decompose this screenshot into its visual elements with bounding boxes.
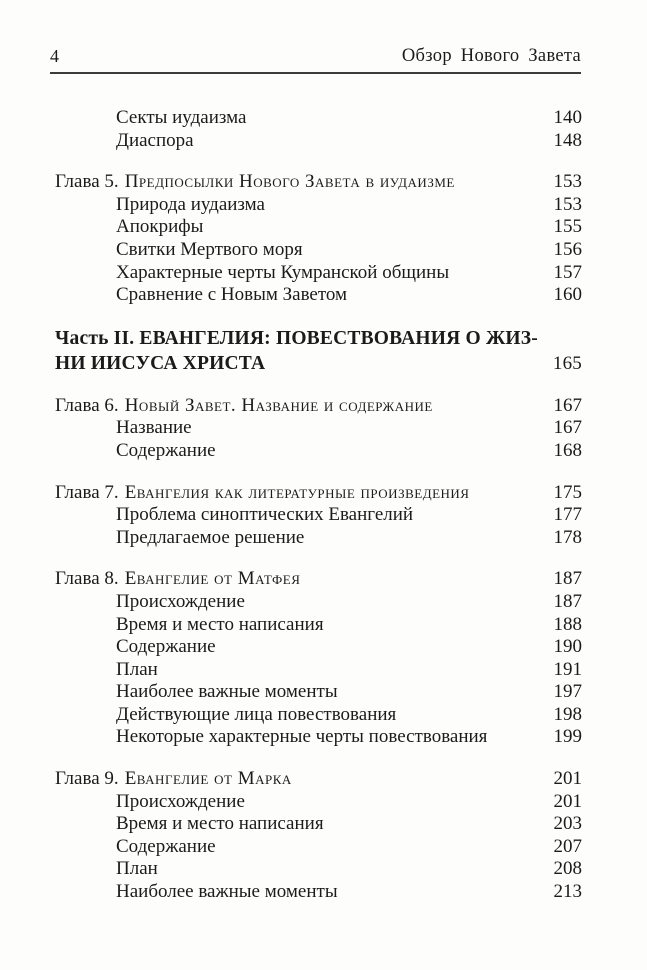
toc-entry-page: 197 (553, 681, 582, 703)
toc-entry-page: 188 (553, 613, 582, 635)
toc-entry-title: Время и место написания (116, 813, 324, 835)
toc-entry-sub (55, 836, 582, 859)
toc-entry-page: 167 (553, 417, 582, 439)
toc-list (55, 107, 582, 904)
toc-entry-page: 199 (553, 726, 582, 748)
toc-entry-page: 175 (553, 481, 582, 503)
toc-entry-sub (55, 194, 582, 217)
toc-entry-page: 201 (553, 790, 582, 812)
folio-page-number: 4 (50, 46, 59, 66)
toc-entry-title: Время и место написания (116, 613, 324, 635)
toc-entry-title (55, 568, 300, 591)
toc-entry-title: Содержание (116, 835, 216, 857)
toc-entry-sub (55, 591, 582, 614)
toc-entry-sub (55, 659, 582, 682)
toc-entry-page: 198 (553, 703, 582, 725)
toc-entry-title: Апокрифы (116, 216, 204, 238)
toc-entry-sub (55, 704, 582, 727)
toc-entry-title: Свитки Мертвого моря (116, 238, 303, 260)
toc-entry-title: Действующие лица повествования (116, 703, 397, 725)
toc-entry-sub (55, 681, 582, 704)
toc-entry-page: 201 (553, 768, 582, 790)
chapter-title: Новый Завет. Название и содержание (124, 394, 433, 416)
toc-entry-title (55, 395, 433, 418)
toc-entry-title: План (116, 858, 158, 880)
toc-entry-sub (55, 130, 582, 153)
toc-entry-title: План (116, 658, 158, 680)
toc-entry-sub (55, 858, 582, 881)
chapter-prefix: Глава 6. (55, 394, 119, 416)
toc-entry-page: 207 (553, 835, 582, 857)
toc-entry-sub (55, 417, 582, 440)
toc-entry-chapter (55, 395, 582, 418)
toc-entry-page: 140 (553, 107, 582, 128)
toc-entry-page: 177 (553, 504, 582, 526)
chapter-prefix: Глава 7. (55, 481, 119, 503)
toc-entry-page: 168 (553, 439, 582, 461)
toc-entry-title: Название (116, 417, 192, 439)
toc-entry-sub (55, 440, 582, 463)
toc-entry-sub (55, 636, 582, 659)
toc-entry-sub (55, 216, 582, 239)
toc-entry-sub (55, 284, 582, 307)
toc-entry-title: Секты иудаизма (116, 107, 247, 128)
toc-entry-page: 187 (553, 590, 582, 612)
toc-entry-title: Содержание (116, 636, 216, 658)
toc-entry-title (55, 768, 292, 791)
toc-entry-sub (55, 813, 582, 836)
toc-entry-title: Диаспора (116, 129, 194, 151)
toc-entry-title: Предлагаемое решение (116, 526, 305, 548)
toc-entry-chapter (55, 482, 582, 505)
toc-entry-page: 213 (553, 881, 582, 903)
toc-entry-page: 157 (553, 261, 582, 283)
toc-entry-sub (55, 239, 582, 262)
toc-entry-sub (55, 726, 582, 749)
toc-entry-chapter (55, 171, 582, 194)
toc-entry-title (55, 171, 455, 194)
toc-entry-page: 208 (553, 858, 582, 880)
toc-entry-page: 153 (553, 193, 582, 215)
part-title-row (55, 351, 582, 376)
toc-entry-page: 165 (552, 352, 582, 374)
toc-entry-sub (55, 881, 582, 904)
toc-entry-title: Происхождение (116, 790, 245, 812)
toc-entry-title: Некоторые характерные черты повествования (116, 726, 488, 748)
toc-entry-title: Происхождение (116, 590, 245, 612)
toc-entry-title: Наиболее важные моменты (116, 881, 338, 903)
toc-entry-sub (55, 791, 582, 814)
toc-entry-sub (55, 262, 582, 285)
toc-entry-title: Природа иудаизма (116, 193, 265, 215)
toc-entry-title: Содержание (116, 439, 216, 461)
running-title: Обзор Нового Завета (401, 46, 581, 66)
chapter-title: Предпосылки Нового Завета в иудаизме (124, 171, 455, 193)
page-header (50, 46, 581, 74)
toc-entry-page: 160 (553, 284, 582, 306)
toc-entry-title: Наиболее важные моменты (116, 681, 338, 703)
toc-entry-page: 178 (553, 526, 582, 548)
toc-entry-sub (55, 527, 582, 550)
toc-entry-title: Характерные черты Кумранской общины (116, 261, 450, 283)
toc-entry-title (55, 482, 469, 505)
toc-entry-page: 148 (553, 129, 582, 151)
part-title-line1: Часть II. ЕВАНГЕЛИЯ: ПОВЕСТВОВАНИЯ О ЖИЗ- (55, 327, 538, 349)
toc-entry-page: 191 (553, 658, 582, 680)
toc-entry-page: 156 (553, 238, 582, 260)
toc-entry-page: 155 (553, 216, 582, 238)
chapter-prefix: Глава 9. (55, 768, 119, 790)
toc-entry-page: 203 (553, 813, 582, 835)
toc-entry-title: Сравнение с Новым Заветом (116, 284, 348, 306)
chapter-title: Евангелие от Марка (124, 768, 292, 790)
toc-entry-page: 167 (553, 394, 582, 416)
chapter-title: Евангелия как литературные произведения (124, 481, 470, 503)
toc-entry-page: 190 (553, 636, 582, 658)
toc-entry-chapter (55, 768, 582, 791)
chapter-title: Евангелие от Матфея (124, 568, 301, 590)
toc-entry-part (55, 326, 582, 376)
toc-entry-page: 153 (553, 171, 582, 193)
chapter-prefix: Глава 8. (55, 568, 119, 590)
toc-entry-page: 187 (553, 568, 582, 590)
chapter-prefix: Глава 5. (55, 171, 119, 193)
toc-entry-sub (55, 504, 582, 527)
part-title-line2: НИ ИИСУСА ХРИСТА (55, 352, 266, 374)
toc-entry-title: Проблема синоптических Евангелий (116, 504, 414, 526)
toc-entry-sub (55, 107, 582, 130)
toc-entry-chapter (55, 568, 582, 591)
toc-entry-sub (55, 614, 582, 637)
